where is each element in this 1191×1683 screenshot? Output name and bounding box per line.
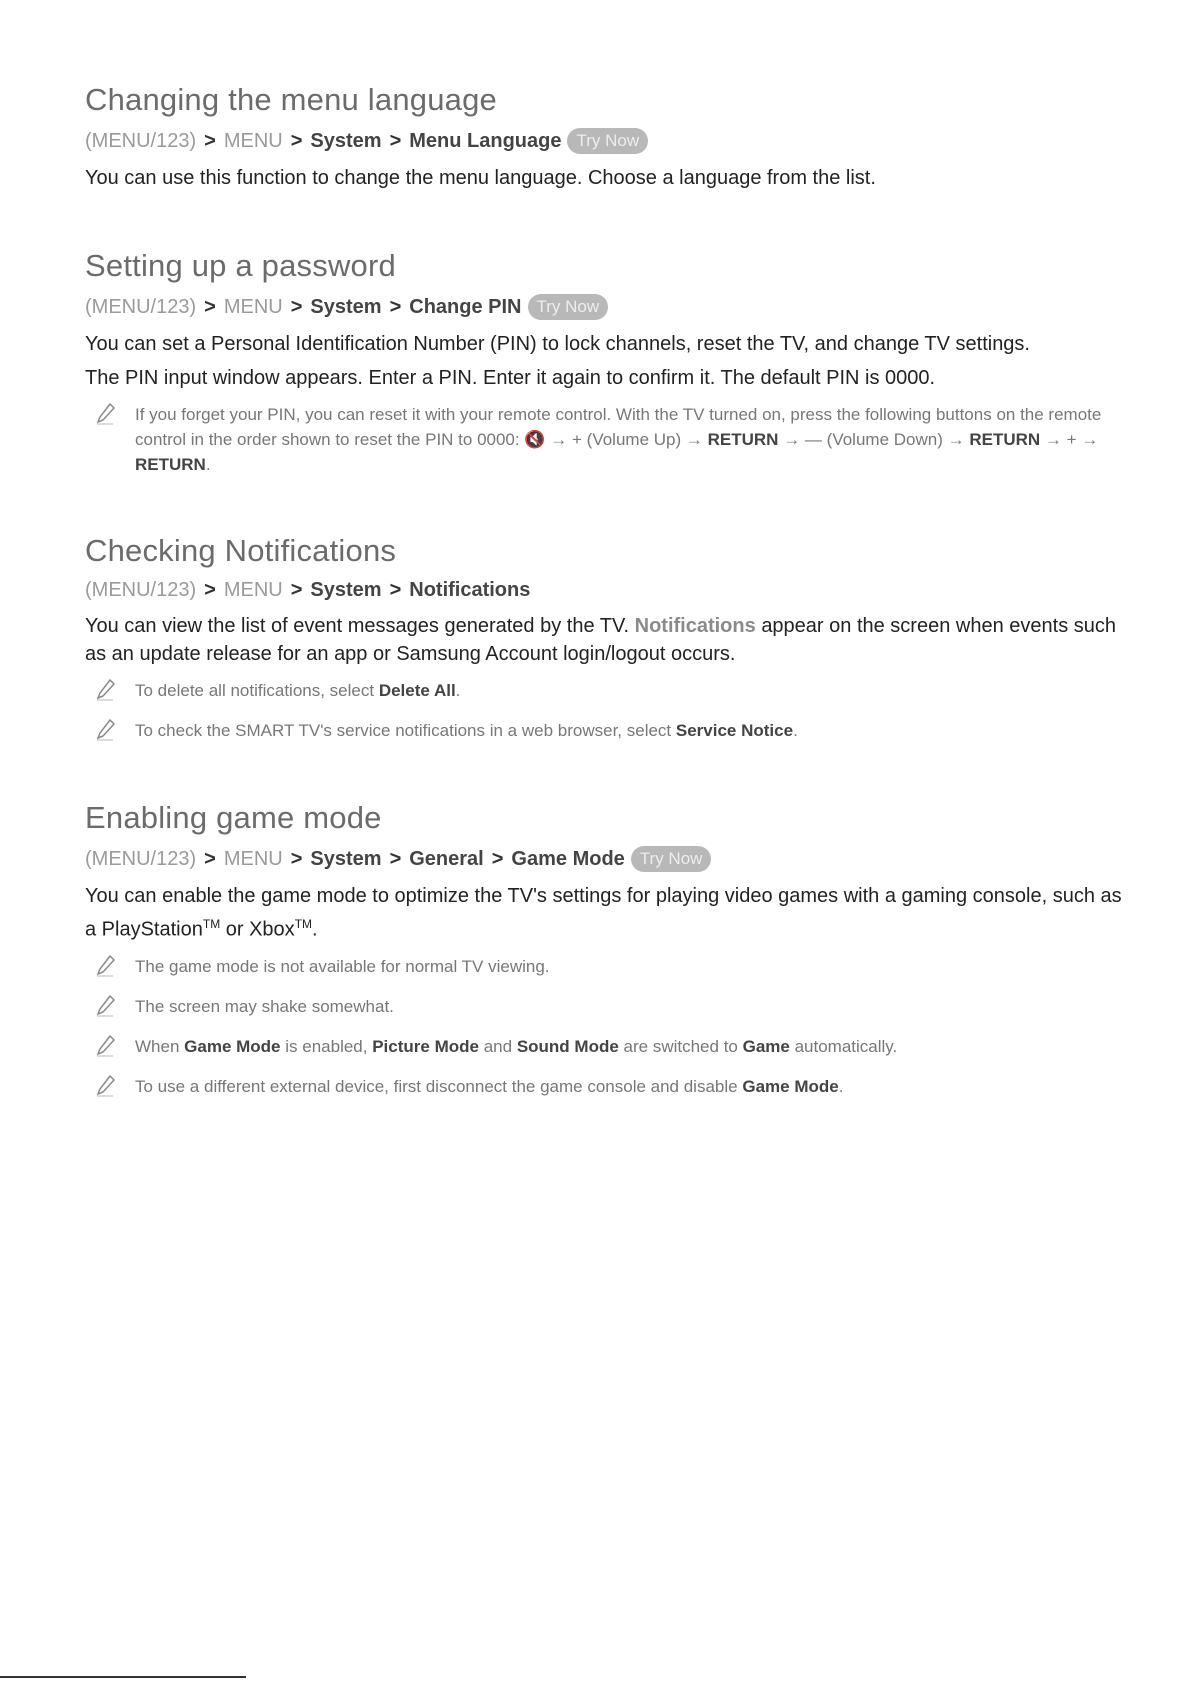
breadcrumb-item: System (310, 847, 382, 870)
note-text: The screen may shake somewhat. (135, 996, 394, 1016)
body-text: You can enable the game mode to optimize the TV's settings for playing video games with a gaming console, such as a PlayStation™ or Xbox™. (85, 885, 1122, 941)
pencil-icon (85, 402, 135, 428)
breadcrumb-item: (MENU/123) (85, 129, 197, 152)
note (85, 954, 1125, 980)
body-text: You can view the list of event messages generated by the TV. Notifications appear on the screen when events such as an update release for an app or Samsung Account login/logout occurs. (85, 615, 1116, 665)
breadcrumb-separator: > (389, 579, 402, 601)
note (85, 1034, 1125, 1060)
breadcrumb (85, 294, 1125, 320)
breadcrumb-item: MENU (223, 129, 283, 152)
note-text: To check the SMART TV's service notifications in a web browser, select Service Notice. (135, 721, 798, 740)
breadcrumb-separator: > (204, 129, 216, 152)
breadcrumb (85, 128, 1125, 154)
pencil-icon (85, 1074, 135, 1100)
section-title: Enabling game mode (85, 800, 382, 835)
pencil-icon (85, 954, 135, 980)
body-text: You can use this function to change the menu language. Choose a language from the list. (85, 167, 876, 189)
breadcrumb (85, 846, 1125, 872)
section-menu-language (85, 82, 1125, 192)
note (85, 718, 1125, 744)
breadcrumb-separator: > (389, 129, 402, 152)
note (85, 402, 1125, 477)
breadcrumb-item: MENU (223, 847, 283, 870)
breadcrumb-separator: > (290, 847, 303, 870)
note-text: To use a different external device, first disconnect the game console and disable Game Mode. (135, 1076, 844, 1096)
breadcrumb (85, 579, 1125, 602)
note-text: If you forget your PIN, you can reset it with your remote control. With the TV turned on, press the following buttons on the remote control in the order shown to reset the PIN to 0000: 🔇 → + (Volume Up) → RETURN → — (Volume Down) → RETURN → + → RETURN. (135, 405, 1102, 474)
note-text: When Game Mode is enabled, Picture Mode and Sound Mode are switched to Game automatically. (135, 1036, 898, 1056)
breadcrumb-item: System (310, 579, 382, 601)
pencil-icon (85, 1034, 135, 1060)
body-text: You can set a Personal Identification Number (PIN) to lock channels, reset the TV, and change TV settings. (85, 333, 1030, 355)
mute-icon: 🔇 (524, 430, 546, 449)
section-title: Setting up a password (85, 248, 396, 283)
pencil-icon (85, 994, 135, 1020)
section-title: Checking Notifications (85, 533, 397, 568)
note (85, 994, 1125, 1020)
breadcrumb-item: Menu Language (409, 129, 562, 152)
breadcrumb-separator: > (389, 295, 402, 318)
breadcrumb-item: (MENU/123) (85, 579, 197, 601)
manual-page (85, 72, 1125, 1156)
body-text: The PIN input window appears. Enter a PIN. Enter it again to confirm it. The default PIN is 0000. (85, 367, 936, 389)
breadcrumb-separator: > (389, 847, 402, 870)
breadcrumb-separator: > (204, 579, 216, 601)
breadcrumb-separator: > (204, 295, 216, 318)
note-text: To delete all notifications, select Delete All. (135, 681, 461, 700)
note-text: The game mode is not available for normal TV viewing. (135, 956, 550, 976)
breadcrumb-item: Change PIN (409, 295, 522, 318)
section-notifications (85, 533, 1125, 744)
breadcrumb-item: General (409, 847, 484, 870)
breadcrumb-separator: > (491, 847, 504, 870)
footer-rule (0, 1676, 246, 1678)
breadcrumb-separator: > (290, 295, 303, 318)
breadcrumb-item: System (310, 129, 382, 152)
pencil-icon (85, 678, 135, 704)
try-now-button[interactable]: Try Now (528, 294, 609, 320)
breadcrumb-item: (MENU/123) (85, 847, 197, 870)
breadcrumb-item: (MENU/123) (85, 295, 197, 318)
breadcrumb-item: Notifications (409, 579, 531, 601)
breadcrumb-item: System (310, 295, 382, 318)
note (85, 1074, 1125, 1100)
breadcrumb-separator: > (204, 847, 216, 870)
section-game-mode (85, 800, 1125, 1100)
breadcrumb-item: MENU (223, 295, 283, 318)
note (85, 678, 1125, 704)
section-title: Changing the menu language (85, 82, 497, 117)
section-password (85, 248, 1125, 477)
try-now-button[interactable]: Try Now (631, 846, 712, 872)
pencil-icon (85, 718, 135, 744)
try-now-button[interactable]: Try Now (567, 128, 648, 154)
breadcrumb-separator: > (290, 579, 303, 601)
breadcrumb-item: Game Mode (511, 847, 625, 870)
breadcrumb-item: MENU (223, 579, 283, 601)
breadcrumb-separator: > (290, 129, 303, 152)
